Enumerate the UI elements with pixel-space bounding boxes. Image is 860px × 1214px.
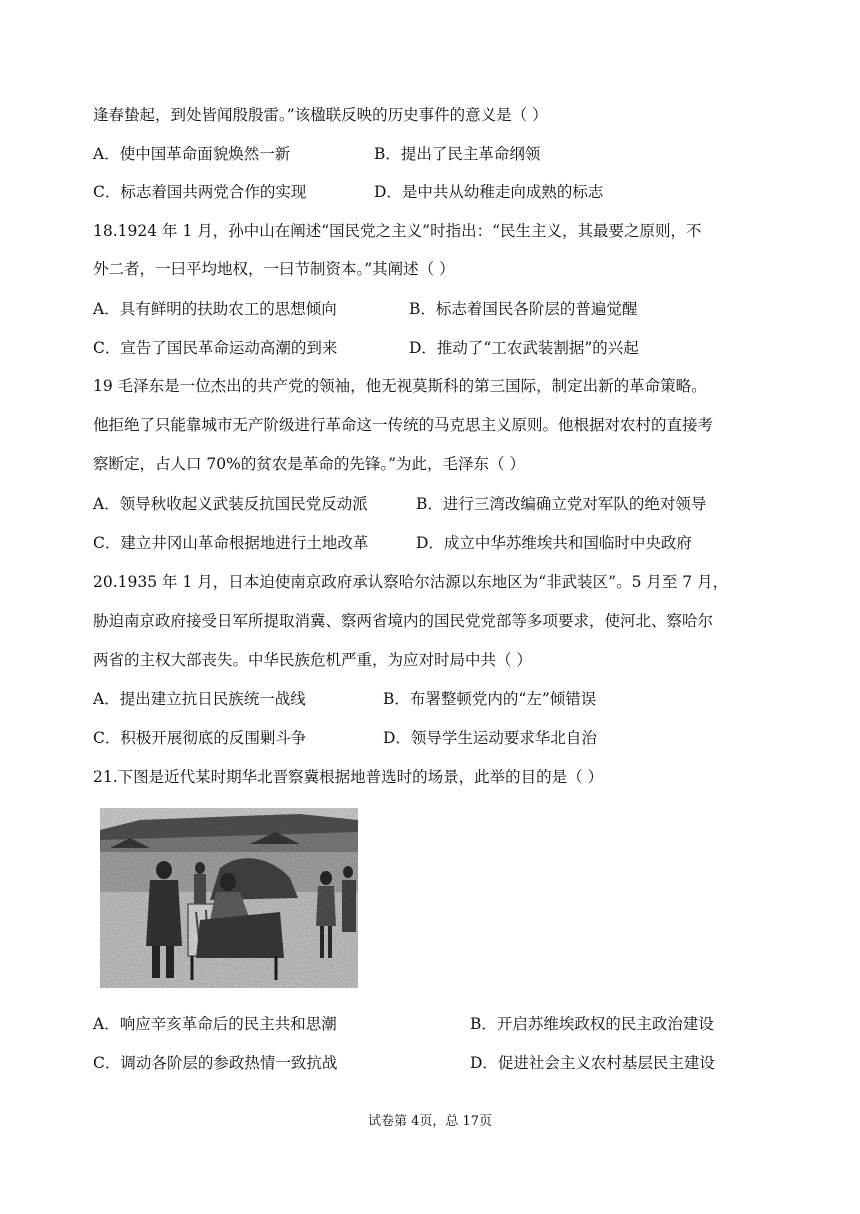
q17-option-d: D．是中共从幼稚走向成熟的标志 (374, 183, 604, 201)
q17-option-a: A．使中国革命面貌焕然一新 (93, 145, 291, 163)
q21-stem-line1: 21.下图是近代某时期华北晋察冀根据地普选时的场景，此举的目的是（ ） (93, 768, 604, 786)
q19-stem-line1: 19 毛泽东是一位杰出的共产党的领袖，他无视莫斯科的第三国际，制定出新的革命策略。 (93, 377, 707, 395)
q17-stem-tail: 逢春蛰起，到处皆闻殷殷雷。”该楹联反映的历史事件的意义是（ ） (93, 106, 548, 124)
page-footer: 试卷第 4页，总 17页 (367, 1114, 493, 1129)
q18-option-a: A．具有鲜明的扶助农工的思想倾向 (93, 300, 337, 318)
q17-option-b: B．提出了民主革命纲领 (374, 145, 541, 163)
q18-stem-line2: 外二者，一曰平均地权，一曰节制资本。”其阐述（ ） (93, 260, 455, 278)
q18-option-d: D．推动了“工农武装割据”的兴起 (409, 339, 639, 357)
q21-option-a: A．响应辛亥革命后的民主共和思潮 (93, 1015, 337, 1033)
q17-option-c: C．标志着国共两党合作的实现 (93, 183, 307, 201)
q21-option-d: D．促进社会主义农村基层民主建设 (470, 1054, 715, 1072)
q21-option-c: C．调动各阶层的参政热情一致抗战 (93, 1054, 338, 1072)
q19-option-d: D．成立中华苏维埃共和国临时中央政府 (416, 534, 692, 552)
q19-option-b: B．进行三湾改编确立党对军队的绝对领导 (416, 495, 707, 513)
q19-option-a: A．领导秋收起义武装反抗国民党反动派 (93, 495, 368, 513)
q20-option-c: C．积极开展彻底的反围剿斗争 (93, 729, 307, 747)
q21-option-b: B．开启苏维埃政权的民主政治建设 (470, 1015, 714, 1033)
q20-option-b: B．布署整顿党内的“左”倾错误 (383, 690, 597, 708)
q20-option-a: A．提出建立抗日民族统一战线 (93, 690, 306, 708)
q20-stem-line1: 20.1935 年 1 月，日本迫使南京政府承认察哈尔沽源以东地区为“非武装区”。5 月至 7 月， (93, 573, 729, 591)
q18-option-c: C．宣告了国民革命运动高潮的到来 (93, 339, 338, 357)
q20-stem-line3: 两省的主权大部丧失。中华民族危机严重，为应对时局中共（ ） (93, 651, 532, 669)
q19-option-c: C．建立井冈山革命根据地进行土地改革 (93, 534, 369, 552)
q19-stem-line3: 察断定，占人口 70%的贫农是革命的先锋。”为此，毛泽东（ ） (93, 455, 525, 473)
q18-option-b: B．标志着国民各阶层的普遍觉醒 (409, 300, 638, 318)
election-scene-photo (100, 808, 358, 988)
q20-option-d: D．领导学生运动要求华北自治 (383, 729, 597, 747)
q20-stem-line2: 胁迫南京政府接受日军所提取消冀、察两省境内的国民党党部等多项要求，使河北、察哈尔 (93, 612, 714, 630)
q19-stem-line2: 他拒绝了只能靠城市无产阶级进行革命这一传统的马克思主义原则。他根据对农村的直接考 (93, 416, 714, 434)
q18-stem-line1: 18.1924 年 1 月，孙中山在阐述“国民党之主义”时指出：“民生主义，其最要之原则，不 (93, 222, 702, 240)
